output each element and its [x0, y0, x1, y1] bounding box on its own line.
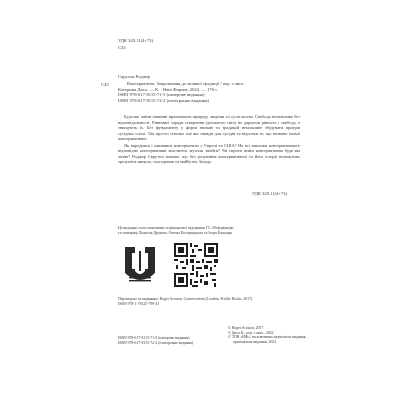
qr-code: [174, 243, 218, 287]
copyright-line: © Roger Scruton, 2017: [228, 326, 264, 330]
qr-code-icon: [174, 243, 218, 287]
annotation-paragraph: Будь-які зміни повинні враховувати природу людини та суспільства. Свобода неможлива без відповідальності. Рівновагі заради створення ідеального світу не даруючи рівність і свободу, а знищують їх. Без фундаменту у формі звичаїв та традицій неможливе збудувати пригрів сусідньо сполі. Так просто сільних але які завжди для сусідів та відсотки то, що названо їхньої консервативної.: [118, 114, 300, 141]
copyright-line: © Диса К., пер. з англ., 2022: [228, 330, 274, 335]
copyright-line: © ТОВ «НФ», ексклюзивна ліцензія на видання,: [228, 335, 307, 340]
catalog-udk-bottom: УДК 329.11(4+73): [252, 191, 288, 196]
catalog-line: Консерватизм. Запрошення до великої традиції / пер. з англ.: [127, 81, 245, 86]
copyrights: [228, 326, 348, 344]
catalog-line: ISBN 978-617-8115-71-5 (паперове видання): [118, 92, 205, 98]
catalog-line: ISBN 978-617-8115-72-2 (електронне видання): [118, 97, 209, 103]
catalog-author-index: С43: [101, 82, 109, 87]
translation-line: ISBN 978-1-78125-799-41: [118, 301, 160, 306]
translation-info: [118, 297, 328, 306]
catalog-entry: [118, 81, 307, 103]
catalog-author-heading: Скрутон Роджер: [118, 74, 151, 79]
catalog-line: Катерина Диса. — К. : Наш Формат, 2022. — 176 с.: [118, 86, 219, 92]
annotation-paragraph: Як народився і оживився консерватизм у Європі та США? На всі виклики консервативного відповідно консервативні мислителі мусили знайти? Чи скрізні ними консервативна будь-які лінію? Роджер Скрутон покаже, що без розуміння консервативної та його історії неможливо зрозуміти минуле, сьогодення та майбутнє Заходу.: [118, 142, 300, 165]
header-udk: УДК 329.11(4+73): [118, 38, 154, 43]
isbn-line: ISBN 978-617-8115-71-5 (паперове видання): [118, 336, 190, 340]
trident-icon: [119, 243, 161, 285]
isbn-footer: [118, 336, 228, 345]
header-kbk: С43: [118, 45, 126, 50]
publisher-note-line: Це видання стало можливим за фінансової підтримки ГС «Реформація»: [118, 226, 235, 230]
publisher-note-line: та співпраці Ліонелія Драхова, Євгена Кострицького та Ігоря Капущак: [118, 230, 233, 235]
isbn-line: ISBN 978-617-8115-72-2 (електронне видання): [118, 340, 194, 345]
copyright-line: оригінальне видання, 2022: [233, 339, 277, 344]
emblem-logo: [119, 243, 161, 285]
translation-line: Переведено за виданням: Roger Scruton. Conservatism (London, Profile Books, 2017).: [118, 297, 254, 301]
publisher-note: [118, 226, 318, 235]
catalog-annotation: [118, 114, 300, 166]
